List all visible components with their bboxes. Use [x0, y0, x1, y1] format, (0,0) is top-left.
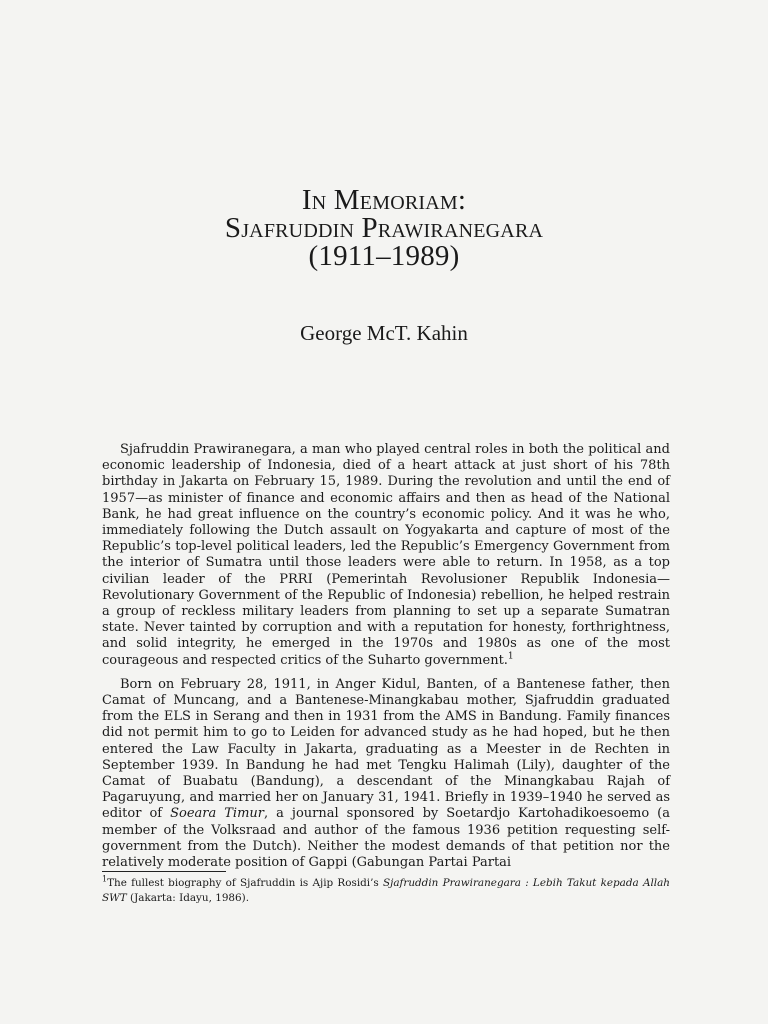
footnote-divider — [102, 871, 226, 872]
journal-title: Soeara Timur — [170, 806, 265, 822]
paragraph-1-text: Sjafruddin Prawiranegara, a man who played central roles in both the political and economic leadership of Indonesia, died of a heart attack at just short of his 78th birthday in Jakarta on February 15, 1989. During the revolution and until the end of 1957—as minister of finance and economic affairs and then as head of the National Bank, he had great influence on the country’s economic policy. And it was he who, immediately following the Dutch assault on Yogyakarta and capture of most of the Republic’s top-level political leaders, led the Republic’s Emergency Government from the interior of Sumatra until those leaders were able to return. In 1958, as a top civilian leader of the PRRI (Pemerintah Revolusioner Republik Indonesia—Revolutionary Government of the Republic of Indonesia) rebellion, he helped restrain a group of reckless military leaders from planning to set up a separate Sumatran state. Never tainted by corruption and with a reputation for honesty, forthrightness, and solid integrity, he emerged in the 1970s and 1980s as one of the most courageous and respected critics of the Suharto government. — [102, 442, 670, 668]
title-line-3: (1911–1989) — [308, 240, 460, 272]
footnote-mark: 1 — [102, 874, 108, 884]
paragraph-2-text-start: Born on February 28, 1911, in Anger Kidul, Banten, of a Bantenese father, then Camat of Muncang, and a Bantenese-Minangkabau mother, Sjafruddin graduated from the ELS in Serang and then in 1931 from the AMS in Bandung. Family finances did not permit him to go to Leiden for advanced study as he had hoped, but he then entered the Law Faculty in Jakarta, graduating as a Meester in de Rechten in September 1939. In Bandung he had met Tengku Halimah (Lily), daughter of the Camat of Buabatu (Bandung), a descendant of the Minangkabau Rajah of Pagaruyung, and married her on January 31, 1941. Briefly in 1939–1940 he served as editor of — [102, 676, 670, 822]
footnote-reference[interactable]: 1 — [507, 651, 514, 662]
article-title — [0, 186, 768, 270]
paragraph-2-text-end: , a journal sponsored by Soetardjo Kartohadikoesoemo (a member of the Volksraad and author of the famous 1936 petition requesting self-government from the Dutch). Neither the modest demands of that petition nor the relatively moderate position of Gappi (Gabungan Partai Partai — [102, 806, 670, 871]
paragraph-1 — [102, 442, 670, 669]
footnote-book-title: Sjafruddin Prawiranegara : Lebih Takut kepada Allah SWT — [102, 877, 670, 904]
author-name: George McT. Kahin — [300, 321, 468, 345]
title-line-1: In Memoriam: — [301, 184, 467, 216]
footnote-text-end: (Jakarta: Idayu, 1986). — [126, 892, 250, 904]
paragraph-2 — [102, 677, 670, 871]
title-line-2: Sjafruddin Prawiranegara — [224, 212, 544, 244]
article-body — [102, 442, 670, 871]
footnote — [102, 876, 670, 906]
footnote-text-start: The fullest biography of Sjafruddin is Ajip Rosidi’s — [107, 877, 383, 889]
